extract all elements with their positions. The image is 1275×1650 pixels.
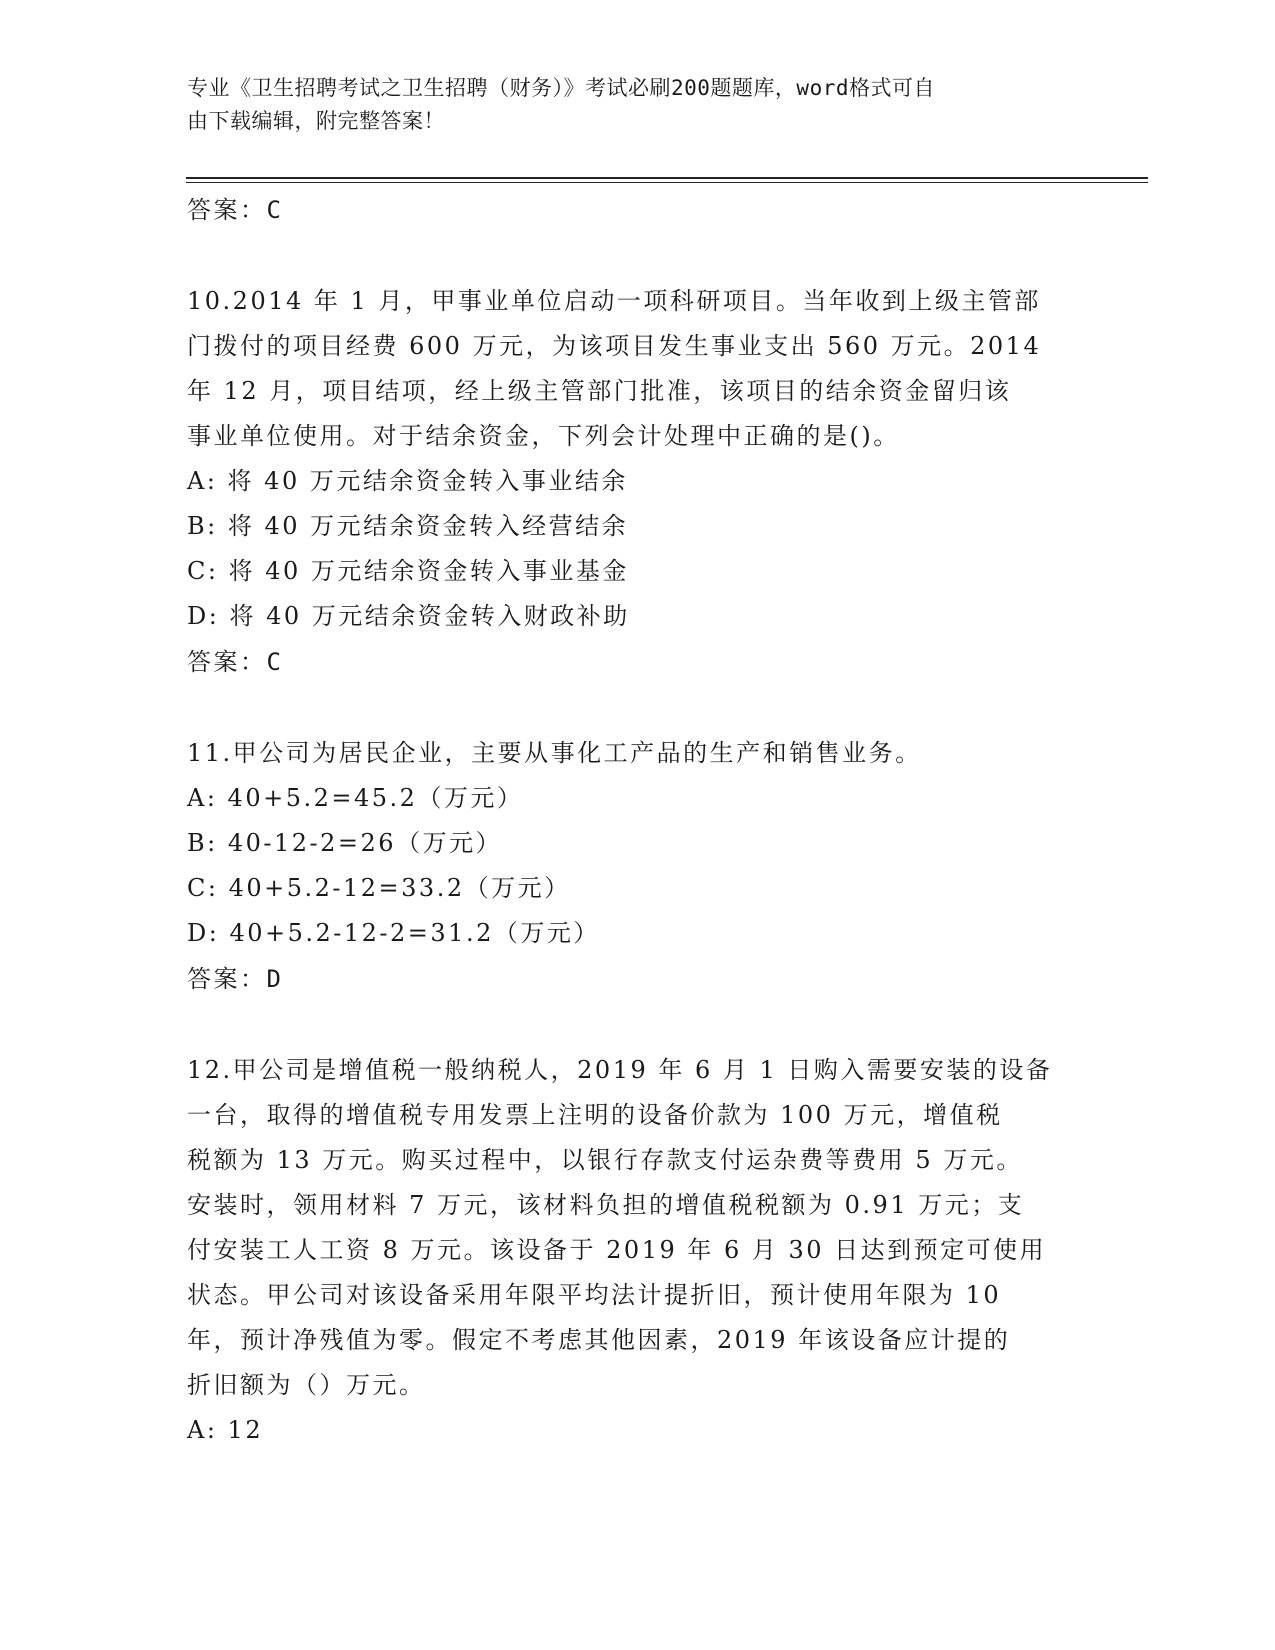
question-line: 一台，取得的增值税专用发票上注明的设备价款为 100 万元，增值税 [187,1101,1003,1129]
document-body [187,187,1087,1453]
answer-line: 答案：D [187,965,284,993]
question-line: 事业单位使用。对于结余资金，下列会计处理中正确的是()。 [187,422,900,450]
option-c: C: 40+5.2-12=33.2（万元） [187,874,571,902]
header-title-line-2: 由下载编辑，附完整答案！ [187,109,445,133]
question-text [187,731,1087,776]
option-c: C: 将 40 万元结余资金转入事业基金 [187,557,629,585]
option-a: A: 将 40 万元结余资金转入事业结余 [187,467,628,495]
question-text [187,279,1087,459]
option-d: D: 将 40 万元结余资金转入财政补助 [187,602,630,630]
option-b: B: 40-12-2=26（万元） [187,829,503,857]
header-rule-thick [186,177,1148,179]
option-b: B: 将 40 万元结余资金转入经营结余 [187,512,629,540]
header-title-line-1: 专业《卫生招聘考试之卫生招聘（财务）》考试必刷200题题库，word格式可自 [187,76,935,100]
question-block-12 [187,1048,1087,1453]
question-line: 年 12 月，项目结项，经上级主管部门批准，该项目的结余资金留归该 [187,377,1012,405]
answer-line: 答案：C [187,196,284,224]
question-line: 付安装工人工资 8 万元。该设备于 2019 年 6 月 30 日达到预定可使用 [187,1236,1047,1264]
answer-line: 答案：C [187,648,284,676]
question-line: 安装时，领用材料 7 万元，该材料负担的增值税税额为 0.91 万元；支 [187,1191,1025,1219]
question-line: 门拨付的项目经费 600 万元，为该项目发生事业支出 560 万元。2014 [187,332,1042,360]
question-block-11 [187,731,1087,1002]
question-text [187,1048,1087,1408]
question-line: 11.甲公司为居民企业，主要从事化工产品的生产和销售业务。 [187,739,922,767]
question-line: 税额为 13 万元。购买过程中，以银行存款支付运杂费等费用 5 万元。 [187,1146,1023,1174]
question-line: 状态。甲公司对该设备采用年限平均法计提折旧，预计使用年限为 10 [187,1281,1002,1309]
document-header [187,72,1087,138]
question-line: 折旧额为（）万元。 [187,1371,426,1399]
header-rule-thin [186,182,1148,183]
question-block-10 [187,279,1087,685]
option-d: D: 40+5.2-12-2=31.2（万元） [187,919,600,947]
question-line: 年，预计净残值为零。假定不考虑其他因素，2019 年该设备应计提的 [187,1326,1011,1354]
option-a: A: 40+5.2=45.2（万元） [187,784,524,812]
question-line: 10.2014 年 1 月，甲事业单位启动一项科研项目。当年收到上级主管部 [187,287,1041,315]
option-a: A: 12 [187,1416,264,1444]
question-line: 12.甲公司是增值税一般纳税人，2019 年 6 月 1 日购入需要安装的设备 [187,1056,1053,1084]
